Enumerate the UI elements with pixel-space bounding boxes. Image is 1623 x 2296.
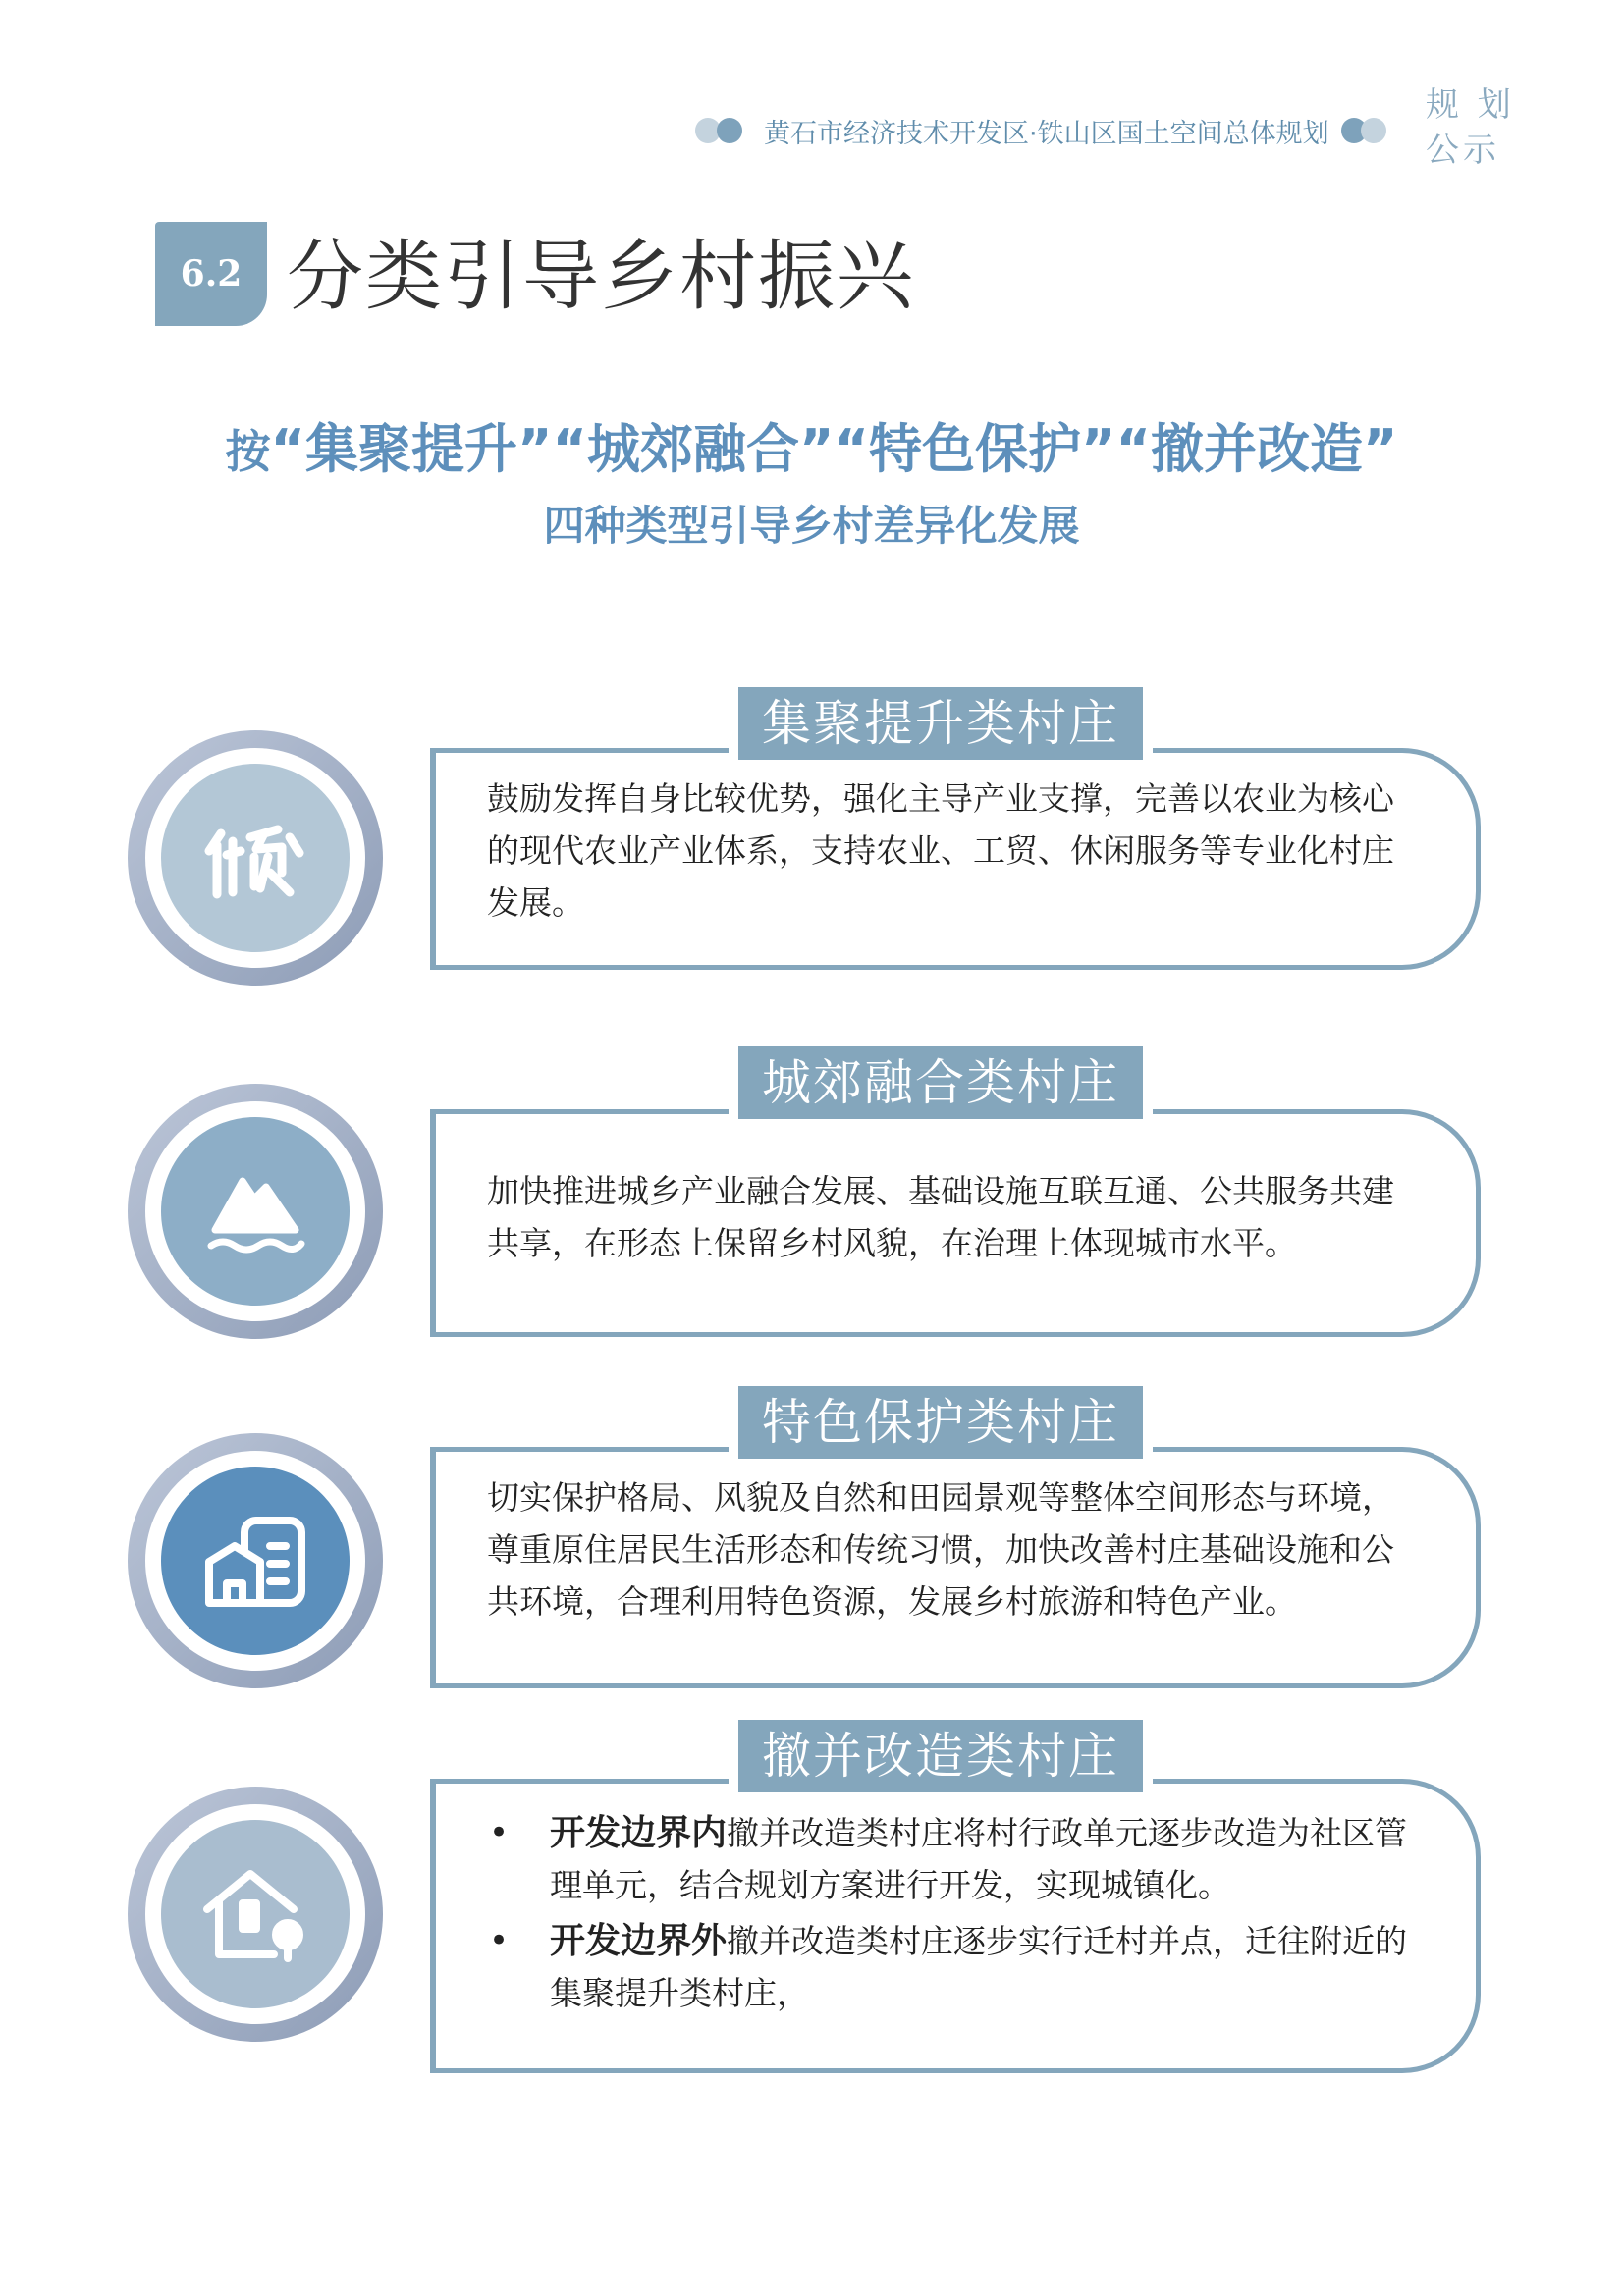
header-dots-left-icon [695,116,750,145]
bullet-text: 撤并改造类村庄将村行政单元逐步改造为社区管理单元，结合规划方案进行开发，实现城镇化。 [550,1814,1408,1904]
bullet-bold-label: 开发边界内 [550,1813,728,1853]
village-cluster-icon [161,764,350,952]
category-circle [128,1433,383,1688]
header-side-label [1426,82,1515,173]
category-description: 加快推进城乡产业融合发展、基础设施互联互通、公共服务共建共享，在形态上保留乡村风貌，在治理上体现城市水平。 [487,1172,1394,1262]
category-description: 切实保护格局、风貌及自然和田园景观等整体空间形态与环境，尊重原住居民生活形态和传统习惯，加快改善村庄基础设施和公共环境，合理利用特色资源，发展乡村旅游和特色产业。 [487,1478,1394,1621]
header-side-line2: 公示 [1426,131,1500,170]
category-circle [128,730,383,986]
list-item [489,1915,1417,2019]
category-bullet-list [489,1807,1417,2019]
headline-subtitle: 四种类型引导乡村差异化发展 [543,502,1080,550]
category-circle [128,1084,383,1339]
section-title: 分类引导乡村振兴 [287,233,916,321]
category-card-body [430,748,1481,970]
header-title: 黄石市经济技术开发区·铁山区国土空间总体规划 [764,118,1329,149]
bullet-text: 撤并改造类村庄逐步实行迁村并点，迁往附近的集聚提升类村庄， [550,1922,1408,2012]
category-circle [128,1787,383,2042]
bullet-bold-label: 开发边界外 [550,1921,728,1961]
buildings-icon [161,1467,350,1655]
category-description [489,1807,1417,2019]
category-tab: 特色保护类村庄 [738,1386,1143,1459]
headline-types: “集聚提升”“城郊融合”“特色保护”“撤并改造” [270,418,1398,480]
header-side-line1: 规 划 [1426,85,1515,125]
page-header [695,108,1396,153]
headline-lead: 按 [225,425,271,478]
category-description: 鼓励发挥自身比较优势，强化主导产业支撑，完善以农业为核心的现代农业产业体系，支持农业、工贸、休闲服务等专业化村庄发展。 [487,779,1394,922]
mountain-river-icon [161,1117,350,1306]
category-tab: 撤并改造类村庄 [738,1720,1143,1792]
list-item [489,1807,1417,1911]
category-tab: 城郊融合类村庄 [738,1046,1143,1119]
house-tree-icon [161,1820,350,2008]
headline [0,410,1623,491]
header-dots-right-icon [1341,116,1396,145]
category-card-body [430,1447,1481,1688]
category-card-body [430,1109,1481,1337]
category-tab: 集聚提升类村庄 [738,687,1143,760]
category-card-body [430,1779,1481,2073]
section-number-badge: 6.2 [155,222,267,326]
